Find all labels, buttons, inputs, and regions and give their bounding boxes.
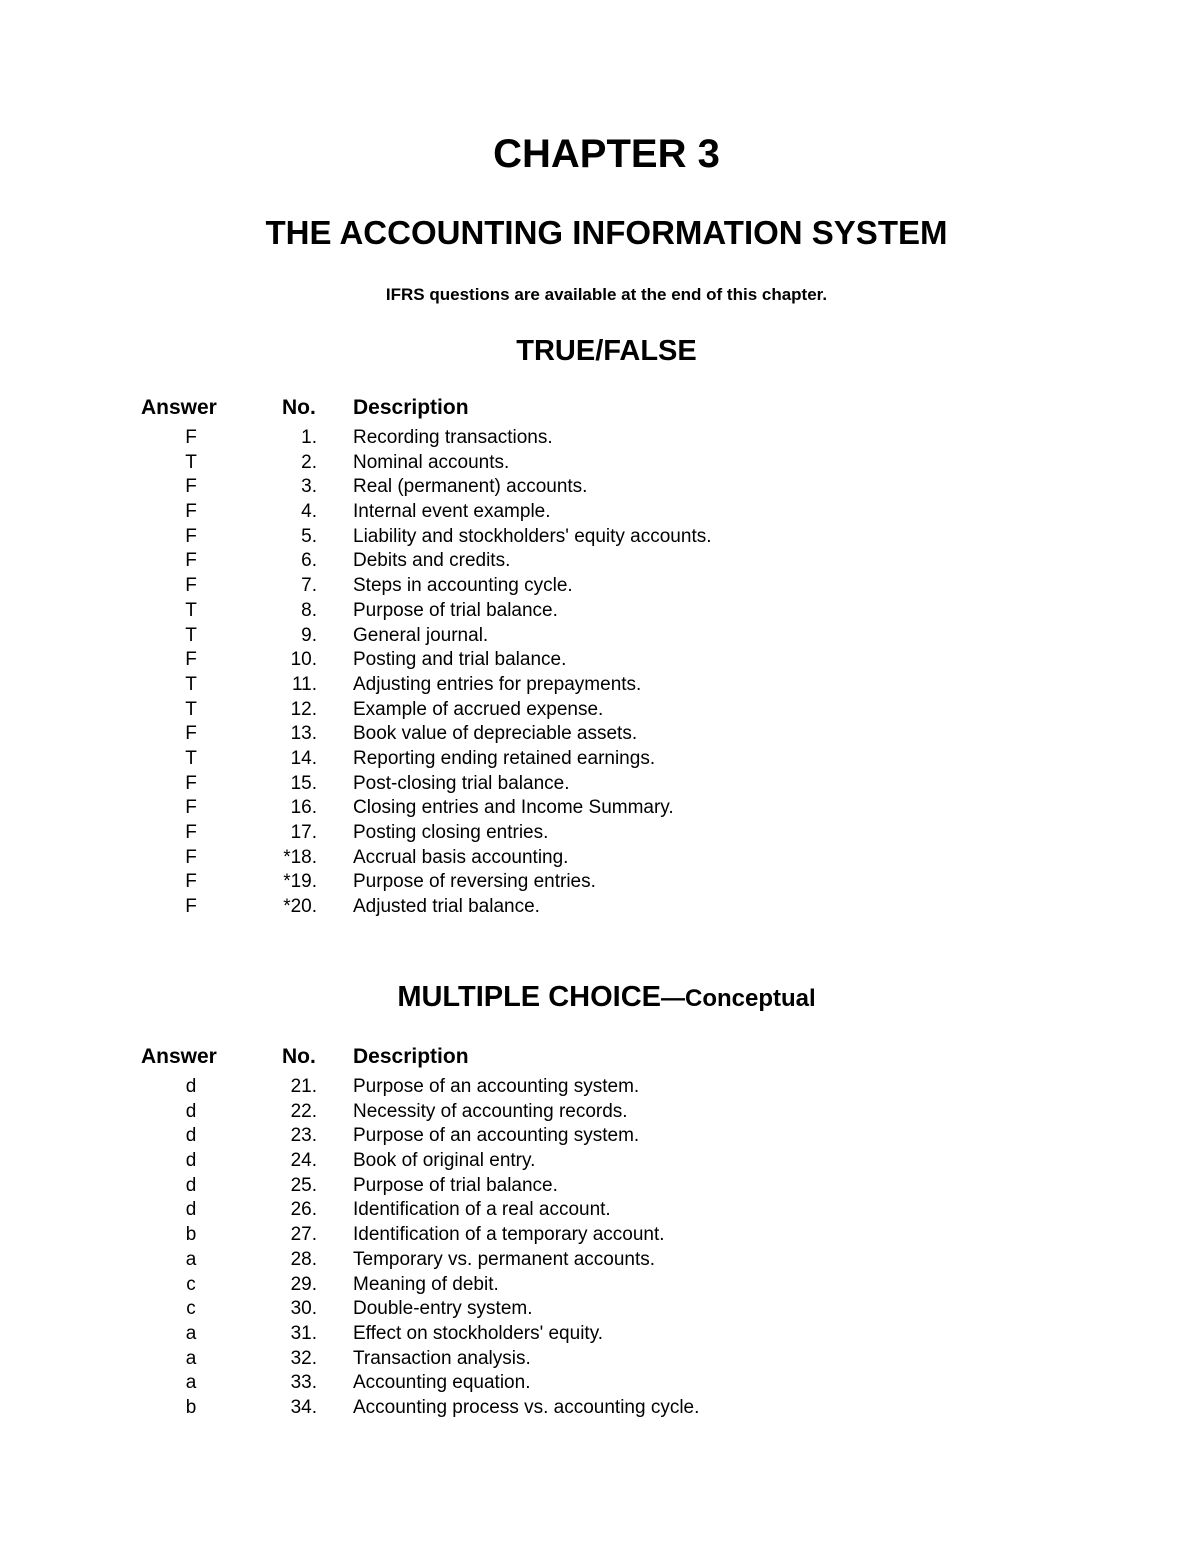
description-cell: Identification of a temporary account. (353, 1224, 665, 1246)
answer-cell: F (185, 501, 197, 523)
table-row (0, 426, 1200, 451)
description-cell: Debits and credits. (353, 550, 511, 572)
answer-cell: d (185, 1076, 197, 1097)
table-row (0, 549, 1200, 574)
number-column-header: No. (282, 396, 316, 419)
table-row (0, 870, 1200, 895)
description-cell: Post-closing trial balance. (353, 772, 570, 794)
answer-cell: F (185, 427, 197, 448)
table-row (0, 747, 1200, 772)
number-cell: 28. (290, 1248, 317, 1270)
number-cell: 23. (290, 1125, 317, 1147)
description-cell: Book of original entry. (353, 1150, 536, 1172)
answer-cell: d (185, 1100, 197, 1122)
table-row (0, 1223, 1200, 1248)
description-cell: Real (permanent) accounts. (353, 476, 588, 498)
table-body (0, 1075, 1200, 1421)
description-cell: Identification of a real account. (353, 1199, 611, 1221)
number-cell: *18. (283, 846, 317, 868)
table-row (0, 624, 1200, 649)
table-header (0, 1045, 1200, 1075)
table-row (0, 599, 1200, 624)
answer-cell: b (185, 1224, 197, 1246)
description-cell: Temporary vs. permanent accounts. (353, 1248, 656, 1270)
number-cell: 31. (290, 1322, 317, 1344)
number-cell: 34. (290, 1396, 317, 1418)
description-cell: Purpose of trial balance. (353, 1174, 558, 1196)
description-cell: Recording transactions. (353, 427, 553, 448)
table-row (0, 1396, 1200, 1421)
number-cell: 26. (290, 1199, 317, 1221)
answer-cell: d (185, 1174, 197, 1196)
description-cell: Accrual basis accounting. (353, 846, 569, 868)
number-cell: 1. (301, 427, 317, 448)
table-row (0, 895, 1200, 920)
table-row (0, 1248, 1200, 1273)
answer-cell: d (185, 1199, 197, 1221)
table-row (0, 1075, 1200, 1100)
description-cell: Liability and stockholders' equity accounts. (353, 525, 712, 547)
table-row (0, 525, 1200, 550)
answer-cell: F (185, 797, 197, 819)
number-cell: 9. (301, 624, 317, 646)
table-row (0, 673, 1200, 698)
number-cell: 2. (301, 451, 317, 473)
number-cell: 6. (301, 550, 317, 572)
answer-cell: T (185, 624, 197, 646)
number-cell: 12. (290, 698, 317, 720)
answer-cell: a (185, 1347, 197, 1369)
number-cell: *19. (283, 871, 317, 893)
number-cell: 10. (290, 649, 317, 671)
description-cell: Nominal accounts. (353, 451, 510, 473)
number-cell: 11. (291, 673, 317, 695)
answer-cell: F (185, 550, 197, 572)
table-row (0, 475, 1200, 500)
multiple-choice-section-title (0, 980, 1200, 1016)
description-cell: Transaction analysis. (353, 1347, 531, 1369)
description-cell: Effect on stockholders' equity. (353, 1322, 604, 1344)
table-row (0, 451, 1200, 476)
description-cell: General journal. (353, 624, 489, 646)
table-row (0, 574, 1200, 599)
number-cell: 29. (290, 1273, 317, 1295)
number-cell: 5. (301, 525, 317, 547)
description-cell: Purpose of reversing entries. (353, 871, 596, 893)
description-cell: Closing entries and Income Summary. (353, 797, 674, 819)
answer-cell: T (185, 747, 197, 769)
answer-cell: c (186, 1273, 196, 1295)
answer-cell: c (186, 1298, 196, 1320)
description-cell: Purpose of an accounting system. (353, 1125, 640, 1147)
number-cell: 27. (290, 1224, 317, 1246)
number-cell: 13. (290, 723, 317, 745)
table-row (0, 1273, 1200, 1298)
true-false-table (0, 396, 1200, 920)
description-cell: Reporting ending retained earnings. (353, 747, 656, 769)
description-cell: Example of accrued expense. (353, 698, 604, 720)
answer-column-header: Answer (141, 1045, 217, 1068)
answer-cell: a (185, 1372, 197, 1394)
multiple-choice-title-sub: —Conceptual (661, 985, 816, 1012)
description-column-header: Description (353, 1045, 469, 1068)
answer-cell: a (185, 1248, 197, 1270)
number-cell: 7. (301, 575, 317, 597)
description-cell: Internal event example. (353, 501, 551, 523)
table-row (0, 821, 1200, 846)
description-cell: Purpose of trial balance. (353, 599, 558, 621)
table-row (0, 500, 1200, 525)
multiple-choice-title-main: MULTIPLE CHOICE (397, 981, 661, 1013)
answer-cell: F (185, 649, 197, 671)
table-row (0, 1297, 1200, 1322)
table-row (0, 1100, 1200, 1125)
description-cell: Adjusting entries for prepayments. (353, 673, 642, 695)
number-cell: 8. (301, 599, 317, 621)
table-row (0, 1124, 1200, 1149)
answer-cell: T (185, 673, 197, 695)
true-false-section-title: TRUE/FALSE (516, 335, 697, 367)
answer-cell: F (185, 871, 197, 893)
number-cell: 32. (290, 1347, 317, 1369)
multiple-choice-table (0, 1045, 1200, 1421)
table-row (0, 648, 1200, 673)
answer-cell: b (185, 1396, 197, 1418)
answer-cell: F (185, 575, 197, 597)
description-cell: Book value of depreciable assets. (353, 723, 638, 745)
table-row (0, 722, 1200, 747)
number-cell: 3. (301, 476, 317, 498)
table-row (0, 796, 1200, 821)
answer-cell: a (185, 1322, 197, 1344)
answer-cell: F (185, 822, 197, 843)
number-cell: 21. (290, 1076, 317, 1097)
number-cell: 33. (290, 1372, 317, 1394)
number-cell: 24. (290, 1150, 317, 1172)
number-cell: 22. (290, 1100, 317, 1122)
answer-cell: T (185, 698, 197, 720)
description-cell: Posting closing entries. (353, 822, 549, 843)
table-row (0, 698, 1200, 723)
answer-cell: d (185, 1125, 197, 1147)
description-cell: Meaning of debit. (353, 1273, 499, 1295)
ifrs-note: IFRS questions are available at the end of this chapter. (385, 285, 828, 304)
description-cell: Double-entry system. (353, 1298, 533, 1320)
answer-cell: F (185, 723, 197, 745)
answer-cell: F (185, 476, 197, 498)
number-cell: 15. (290, 772, 317, 794)
description-cell: Steps in accounting cycle. (353, 575, 573, 597)
description-cell: Necessity of accounting records. (353, 1100, 628, 1122)
table-row (0, 1149, 1200, 1174)
chapter-subtitle: THE ACCOUNTING INFORMATION SYSTEM (265, 214, 948, 251)
description-column-header: Description (353, 396, 469, 419)
table-row (0, 1371, 1200, 1396)
description-cell: Posting and trial balance. (353, 649, 567, 671)
number-cell: 16. (290, 797, 317, 819)
description-cell: Purpose of an accounting system. (353, 1076, 640, 1097)
table-row (0, 772, 1200, 797)
number-cell: 4. (301, 501, 317, 523)
description-cell: Accounting process vs. accounting cycle. (353, 1396, 700, 1418)
answer-cell: T (185, 451, 197, 473)
answer-column-header: Answer (141, 396, 217, 419)
answer-cell: T (185, 599, 197, 621)
table-row (0, 846, 1200, 871)
answer-cell: d (185, 1150, 197, 1172)
answer-cell: F (185, 896, 197, 918)
number-column-header: No. (282, 1045, 316, 1068)
number-cell: *20. (283, 896, 317, 918)
table-row (0, 1198, 1200, 1223)
table-row (0, 1322, 1200, 1347)
table-header (0, 396, 1200, 426)
answer-cell: F (185, 772, 197, 794)
description-cell: Adjusted trial balance. (353, 896, 540, 918)
table-row (0, 1174, 1200, 1199)
number-cell: 14. (290, 747, 317, 769)
number-cell: 30. (290, 1298, 317, 1320)
number-cell: 17. (290, 822, 317, 843)
table-body (0, 426, 1200, 920)
answer-cell: F (185, 525, 197, 547)
chapter-title: CHAPTER 3 (493, 132, 720, 176)
answer-cell: F (185, 846, 197, 868)
description-cell: Accounting equation. (353, 1372, 531, 1394)
table-row (0, 1347, 1200, 1372)
number-cell: 25. (290, 1174, 317, 1196)
